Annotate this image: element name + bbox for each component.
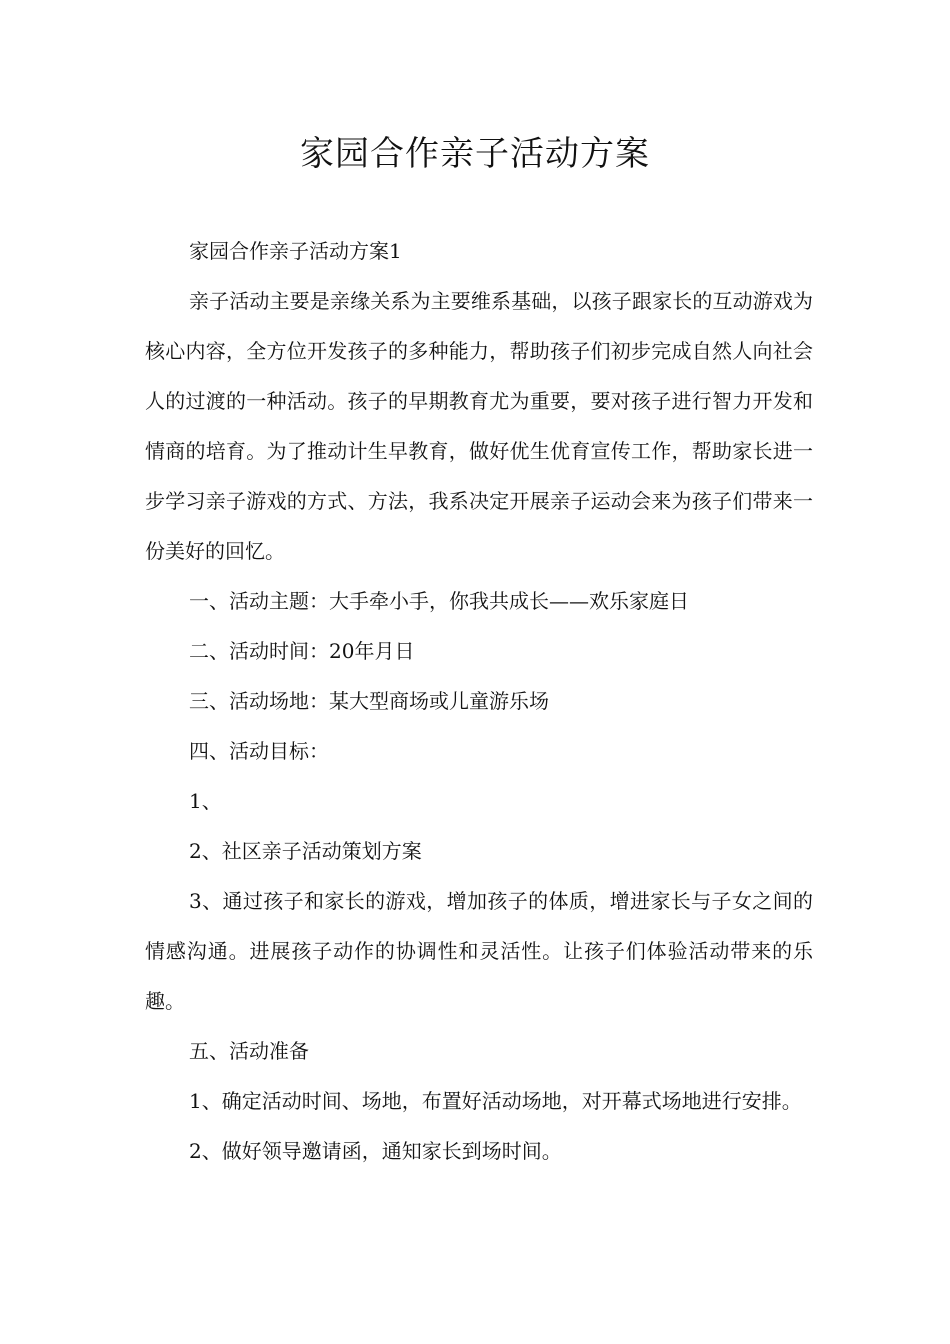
paragraph-prep-2: 2、做好领导邀请函，通知家长到场时间。 [189, 1139, 562, 1163]
document-title: 家园合作亲子活动方案 [300, 134, 650, 174]
document-body [145, 226, 813, 1176]
paragraph-goal-1: 1、 [189, 789, 222, 813]
paragraph-goal-3: 3、通过孩子和家长的游戏，增加孩子的体质，增进家长与子女之间的情感沟通。进展孩子动作的协调性和灵活性。让孩子们体验活动带来的乐趣。 [145, 889, 813, 1013]
paragraph-prep-1: 1、确定活动时间、场地，布置好活动场地，对开幕式场地进行安排。 [189, 1089, 802, 1113]
paragraph-theme: 一、活动主题：大手牵小手，你我共成长——欢乐家庭日 [189, 589, 689, 613]
paragraph-goals-heading: 四、活动目标： [189, 739, 329, 763]
paragraph-preparation-heading: 五、活动准备 [189, 1039, 309, 1063]
paragraph-subtitle: 家园合作亲子活动方案1 [189, 239, 402, 263]
paragraph-goal-2: 2、社区亲子活动策划方案 [189, 839, 422, 863]
paragraph-intro: 亲子活动主要是亲缘关系为主要维系基础，以孩子跟家长的互动游戏为核心内容，全方位开发孩子的多种能力，帮助孩子们初步完成自然人向社会人的过渡的一种活动。孩子的早期教育尤为重要，要对孩子进行智力开发和情商的培育。为了推动计生早教育，做好优生优育宣传工作，帮助家长进一步学习亲子游戏的方式、方法，我系决定开展亲子运动会来为孩子们带来一份美好的回忆。 [145, 289, 813, 563]
paragraph-time: 二、活动时间：20年月日 [189, 639, 415, 663]
paragraph-venue: 三、活动场地：某大型商场或儿童游乐场 [189, 689, 549, 713]
